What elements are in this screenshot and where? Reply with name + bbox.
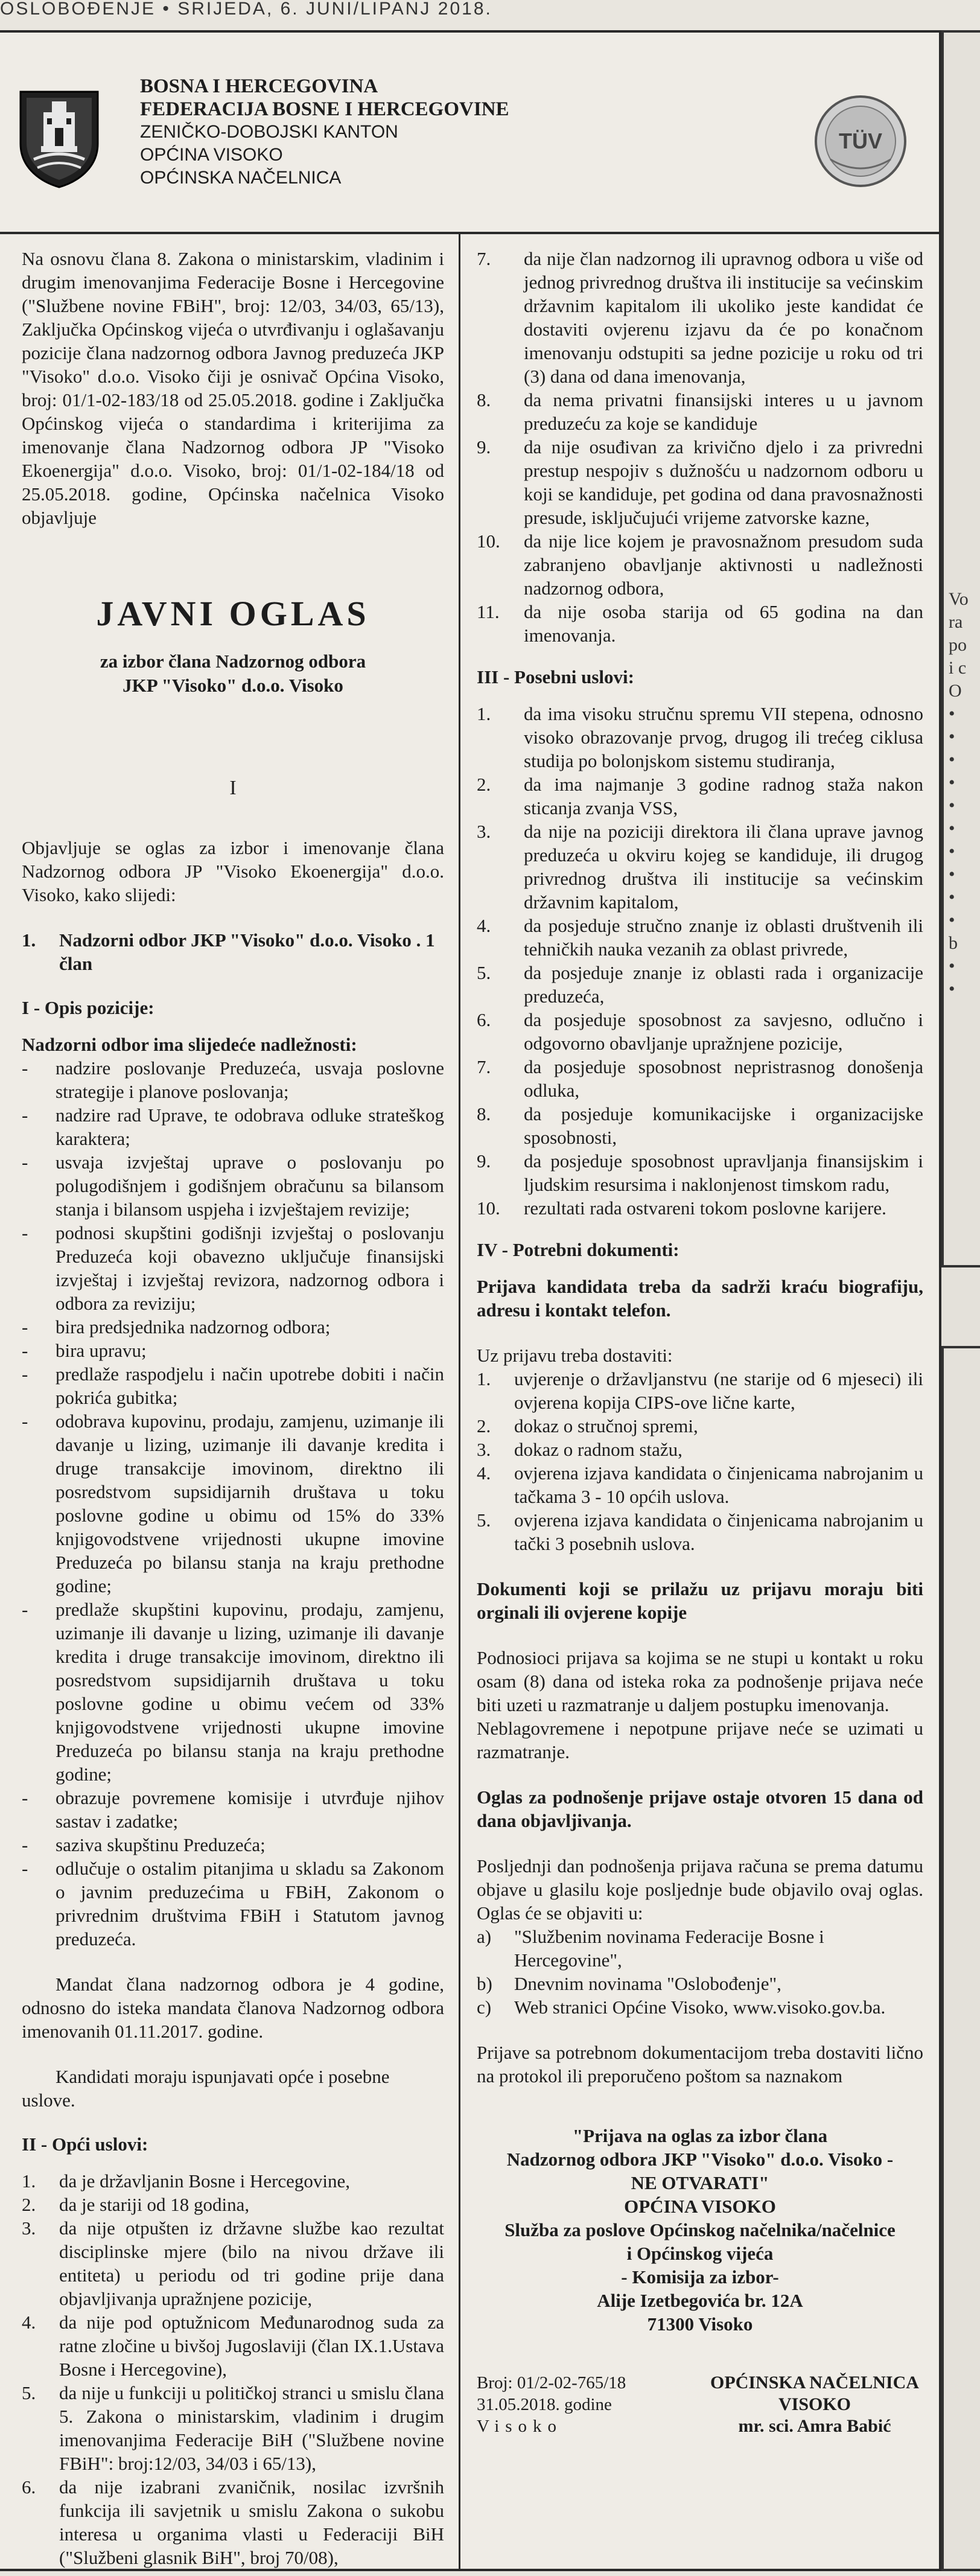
list-item: - saziva skupštinu Preduzeća; — [22, 1833, 444, 1857]
list-item: a) "Službenim novinama Federacije Bosne i Hercegovine", — [477, 1926, 824, 1971]
list-item: - podnosi skupštini godišnji izvještaj o poslovanju Preduzeća koji obavezno uključuje finansijski izvještaj i izvještaj revizora, nadzornog odbora i odbora za reviziju; — [22, 1221, 444, 1315]
fragment-line: ra — [949, 612, 963, 632]
list-item: 9. da posjeduje sposobnost upravljanja finansijskim i ljudskim resursima i naklonjenost timskom radu, — [477, 1150, 923, 1195]
reference-number: Broj: 01/2-02-765/18 — [477, 2373, 626, 2393]
publication-paragraph: Posljednji dan podnošenja prijava računa se prema datumu objave u glasilu koje posljednje bude objavilo ovaj oglas. Oglas će se objaviti u: — [477, 1855, 923, 1924]
reference-block — [477, 2372, 626, 2437]
list-item: 9. da nije osuđivan za krivično djelo i za privredni prestup nespojiv s dužnošću u nadzornom odboru u koji se kandiduje, pet godina od dana pravosnažnosti presude, isključujući vrijeme zatvorske kazne, — [477, 436, 923, 528]
signatory-block — [706, 2372, 923, 2437]
list-item: 2. da je stariji od 18 godina, — [22, 2194, 250, 2215]
late-applications-paragraph: Neblagovremene i nepotpune prijave neće se uzimati u razmatranje. — [477, 1718, 923, 1762]
biography-note: Prijava kandidata treba da sadrži kraću biografiju, adresu i kontakt telefon. — [477, 1276, 923, 1321]
address-line: NE OTVARATI" — [631, 2172, 769, 2193]
originals-note: Dokumenti koji se prilažu uz prijavu moraju biti orginali ili ovjerene kopije — [477, 1578, 923, 1623]
section-3-heading: III - Posebni uslovi: — [477, 666, 634, 687]
fragment-line: • — [949, 887, 955, 907]
list-item: - predlaže skupštini kupovinu, prodaju, zamjenu, uzimanje ili davanje u lizing, uzimanje ili davanje kredita i druge transakcije imovinom, direktno ili posredstvom supsidijarnih društava u toku poslovne godine u obimu većem od 33% knjigovodstvene vrijednosti ukupne imovine Preduzeća po bilansu stanja na kraju prethodne godine; — [22, 1598, 444, 1786]
masthead-line-mayor: OPĆINSKA NAČELNICA — [140, 168, 342, 188]
general-conditions-list-continued — [477, 247, 923, 647]
masthead-line-federation: FEDERACIJA BOSNE I HERCEGOVINE — [140, 98, 509, 120]
masthead-line-municipality: OPĆINA VISOKO — [140, 145, 283, 165]
list-item: 11. da nije osoba starija od 65 godina na dan imenovanja. — [477, 601, 923, 646]
address-line: Alije Izetbegovića br. 12A — [597, 2290, 803, 2311]
list-item: - nadzire poslovanje Preduzeća, usvaja poslovne strategije i planove poslovanja; — [22, 1056, 444, 1103]
list-item: c) Web stranici Općine Visoko, www.visoko.gov.ba. — [477, 1997, 886, 2018]
list-item: - odlučuje o ostalim pitanjima u skladu sa Zakonom o javnim preduzećima u FBiH, Zakonom o privrednim društvima FBiH i Statutom javnog preduzeća. — [22, 1857, 444, 1951]
header-divider — [0, 232, 939, 234]
signatory-role: OPĆINSKA NAČELNICA — [710, 2373, 919, 2393]
list-item: 6. da posjeduje sposobnost za savjesno, odlučno i odgovorno obavljanje upražnjene pozicije, — [477, 1009, 923, 1054]
fragment-line: • — [949, 727, 955, 747]
list-item: b) Dnevnim novinama "Oslobođenje", — [477, 1973, 781, 1994]
column-divider — [459, 234, 460, 2570]
notice-title: JAVNI OGLAS — [96, 594, 370, 633]
list-item: 10. rezultati rada ostvareni tokom poslovne karijere. — [477, 1197, 886, 1219]
list-item: - odobrava kupovinu, prodaju, zamjenu, uzimanje ili davanje u lizing, uzimanje ili davanje kredita i druge transakcije imovinom, direktno ili posredstvom supsidijarnih društava u toku poslovne godine u obimu od 15% do 33% knjigovodstvene vrijednosti ukupne imovine Preduzeća po bilansu stanja na kraju prethodne godine; — [22, 1409, 444, 1598]
list-item: 10. da nije lice kojem je pravosnažnom presudom suda zabranjeno obavljanje aktivnosti u nadležnosti nadzornog odbora, — [477, 531, 923, 599]
mailing-address — [477, 2124, 923, 2336]
address-line: OPĆINA VISOKO — [624, 2196, 776, 2217]
contact-paragraph: Podnosioci prijava sa kojima se ne stupi u kontakt u roku osam (8) dana od isteka roka za podnošenje prijava neće biti uzeti u razmatranje u daljem postupku imenovanja. — [477, 1647, 923, 1715]
list-item: 1. uvjerenje o državljanstvu (ne starije od 6 mjeseci) ili ovjerena kopija CIPS-ove lične karte, — [477, 1368, 923, 1413]
announcement-paragraph: Objavljuje se oglas za izbor i imenovanje člana Nadzornog odbora JP "Visoko Ekoenergija" d.o.o. Visoko, kako slijedi: — [22, 837, 444, 905]
list-item: 4. ovjerena izjava kandidata o činjenicama nabrojanim u tačkama 3 - 10 općih uslova. — [477, 1462, 923, 1507]
list-item: - bira upravu; — [22, 1339, 444, 1362]
general-conditions-list — [22, 2169, 444, 2569]
list-item: - nadzire rad Uprave, te odobrava odluke strateškog karaktera; — [22, 1103, 444, 1150]
fragment-line: • — [949, 910, 955, 930]
delivery-paragraph: Prijave sa potrebnom dokumentacijom treba dostaviti lično na protokol ili preporučeno poštom sa naznakom — [477, 2042, 923, 2087]
list-item: - bira predsjednika nadzornog odbora; — [22, 1315, 444, 1339]
mandate-paragraph: Mandat člana nadzornog odbora je 4 godine, odnosno do isteka mandata članova Nadzornog odbora imenovanih 01.11.2017. godine. — [22, 1974, 444, 2042]
list-item: - predlaže raspodjelu i način upotrebe dobiti i način pokrića gubitka; — [22, 1362, 444, 1409]
reference-place: Visoko — [477, 2417, 563, 2436]
signatory-municipality: VISOKO — [778, 2394, 851, 2414]
list-item: 4. da posjeduje stručno znanje iz oblasti društvenih ili tehničkih nauka vezanih za oblast privrede, — [477, 915, 923, 960]
signature-block — [477, 2372, 923, 2444]
public-notice — [0, 30, 941, 2571]
address-line: Služba za poslove Općinskog načelnika/načelnice — [504, 2219, 896, 2240]
position-item: 1. Nadzorni odbor JKP "Visoko" d.o.o. Visoko . 1 član — [22, 929, 435, 974]
list-item: 5. da nije u funkciji u političkoj stranci u smislu člana 5. Zakona o ministarskim, vladinim i drugim imenovanjima Federacije BiH ("Službene novine FBiH": broj:12/03, 34/03 i 65/13), — [22, 2382, 444, 2474]
right-column — [477, 247, 923, 2444]
left-column — [22, 247, 444, 2569]
list-item: - usvaja izvještaj uprave o poslovanju po polugodišnjem i godišnjem obračunu sa bilansom stanja i bilansom uspjeha i izvještajem revizije; — [22, 1150, 444, 1221]
adjacent-box-top — [941, 30, 980, 1267]
fragment-line: i c — [949, 658, 967, 678]
adjacent-box-bottom — [941, 1346, 980, 2571]
notice-subtitle-2: JKP "Visoko" d.o.o. Visoko — [122, 675, 343, 696]
position-list — [22, 928, 444, 975]
list-item: 8. da nema privatni finansijski interes u u javnom preduzeću za koje se kandiduje — [477, 389, 923, 434]
institution-header — [140, 75, 683, 190]
notice-subtitle-1: za izbor člana Nadzornog odbora — [100, 651, 366, 672]
address-line: 71300 Visoko — [647, 2313, 753, 2335]
fragment-line: • — [949, 704, 955, 724]
publications-list — [477, 1925, 923, 2019]
reference-date: 31.05.2018. godine — [477, 2395, 612, 2414]
fragment-line: b — [949, 933, 958, 953]
list-item: 7. da posjeduje sposobnost nepristrasnog donošenja odluka, — [477, 1056, 923, 1101]
list-item: 3. da nije na poziciji direktora ili člana uprave javnog preduzeća u okviru kojeg se kandiduje, ili drugog privrednog društva ili institucije sa većinskim državnim kapitalom, — [477, 821, 923, 913]
list-item: 2. dokaz o stručnoj spremi, — [477, 1415, 698, 1436]
special-conditions-list — [477, 702, 923, 1220]
list-item: 8. da posjeduje komunikacijske i organizacijske sposobnosti, — [477, 1103, 923, 1148]
list-item: 4. da nije pod optužnicom Međunarodnog suda za ratne zločine u bivšoj Jugoslaviji (član IX.1.Ustava Bosne i Hercegovine), — [22, 2312, 444, 2380]
fragment-line: • — [949, 795, 955, 815]
signatory-name: mr. sci. Amra Babić — [738, 2416, 891, 2436]
duties-list — [22, 1056, 444, 1951]
roman-numeral: I — [229, 777, 237, 799]
open-period-note: Oglas za podnošenje prijave ostaje otvoren 15 dana od dana objavljivanja. — [477, 1787, 923, 1831]
address-line: i Općinskog vijeća — [626, 2243, 774, 2264]
list-item: 6. da nije izabrani zvaničnik, nosilac izvršnih funkcija ili savjetnik u smislu Zakona o sukobu interesa u organima vlasti u Federaciji BiH ("Službeni glasnik BiH", broj 70/08), — [22, 2476, 444, 2568]
municipality-coat-of-arms-icon — [17, 88, 101, 190]
tuv-certification-seal-icon — [812, 93, 909, 190]
fragment-line: • — [949, 956, 955, 976]
newspaper-strip: OSLOBOĐENJE • SRIJEDA, 6. JUNI/LIPANJ 2018. — [0, 0, 492, 19]
list-item: 7. da nije član nadzornog ili upravnog odbora u više od jednog privrednog društva ili institucije sa većinskim državnim kapitalom ili ukoliko jeste kandidat će dostaviti ovjerenu izjavu da će po konačnom imenovanju odstupiti sa jedne pozicije u roku od tri (3) dana od dana imenovanja, — [477, 248, 923, 387]
list-item: 3. da nije otpušten iz državne službe kao rezultat disciplinske mjere (bilo na nivou države ili entiteta) u periodu od tri godine prije dana objavljivanja upražnjene pozicije, — [22, 2217, 444, 2309]
address-line: Nadzornog odbora JKP "Visoko" d.o.o. Visoko - — [506, 2149, 894, 2170]
fragment-line: • — [949, 841, 955, 861]
list-item: 1. da ima visoku stručnu spremu VII stepena, odnosno visoko obrazovanje prvog, drugog ili trećeg ciklusa studija po bolonjskom sistemu studiranja, — [477, 703, 923, 771]
list-item: 2. da ima najmanje 3 godine radnog staža nakon sticanja zvanja VSS, — [477, 774, 923, 818]
fragment-line: po — [949, 635, 967, 655]
address-line: - Komisija za izbor- — [621, 2266, 779, 2287]
list-item: 5. da posjeduje znanje iz oblasti rada i organizacije preduzeća, — [477, 962, 923, 1007]
address-line: "Prijava na oglas za izbor člana — [572, 2125, 828, 2146]
fragment-line: • — [949, 750, 955, 770]
fragment-line: • — [949, 979, 955, 999]
fragment-line: • — [949, 773, 955, 792]
list-item: 5. ovjerena izjava kandidata o činjenicama nabrojanim u tački 3 posebnih uslova. — [477, 1510, 923, 1554]
tuv-seal-text: TÜV — [839, 129, 882, 153]
section-4-heading: IV - Potrebni dokumenti: — [477, 1239, 679, 1260]
attachments-intro: Uz prijavu treba dostaviti: — [477, 1345, 673, 1366]
candidates-paragraph: Kandidati moraju ispunjavati opće i posebne uslove. — [22, 2066, 390, 2111]
fragment-line: O — [949, 681, 962, 701]
intro-paragraph: Na osnovu člana 8. Zakona o ministarskim, vladinim i drugim imenovanjima Federacije Bosne i Hercegovine ("Službene novine FBiH", broj: 12/03, 34/03, 65/13), Zaključka Općinskog vijeća o utvrđivanju i oglašavanju pozicije člana nadzornog odbora Javnog preduzeća JKP "Visoko" d.o.o. Visoko čiji je osnivač Općina Visoko, broj: 01/1-02-183/18 od 25.05.2018. godine i Zaključka Općinskog vijeća o standardima i kriterijima za imenovanje člana Nadzornog odbora JP "Visoko Ekoenergija" d.o.o. Visoko, broj: 01/1-02-184/18 od 25.05.2018. godine, Općinska načelnica Visoko objavljuje — [22, 248, 444, 528]
masthead-line-country: BOSNA I HERCEGOVINA — [140, 75, 378, 97]
list-item: 1. da je državljanin Bosne i Hercegovine, — [22, 2170, 351, 2192]
fragment-line: • — [949, 864, 955, 884]
list-item: 3. dokaz o radnom stažu, — [477, 1439, 682, 1460]
documents-list — [477, 1367, 923, 1555]
masthead-line-canton: ZENIČKO-DOBOJSKI KANTON — [140, 122, 398, 142]
list-item: - obrazuje povremene komisije i utvrđuje njihov sastav i zadatke; — [22, 1786, 444, 1833]
fragment-line: • — [949, 818, 955, 838]
section-2-heading: II - Opći uslovi: — [22, 2134, 148, 2155]
section-1-heading: I - Opis pozicije: — [22, 997, 154, 1018]
adjacent-article-fragment — [941, 30, 980, 2571]
section-1-subheading: Nadzorni odbor ima slijedeće nadležnosti: — [22, 1034, 357, 1055]
fragment-line: Vo — [949, 589, 969, 609]
